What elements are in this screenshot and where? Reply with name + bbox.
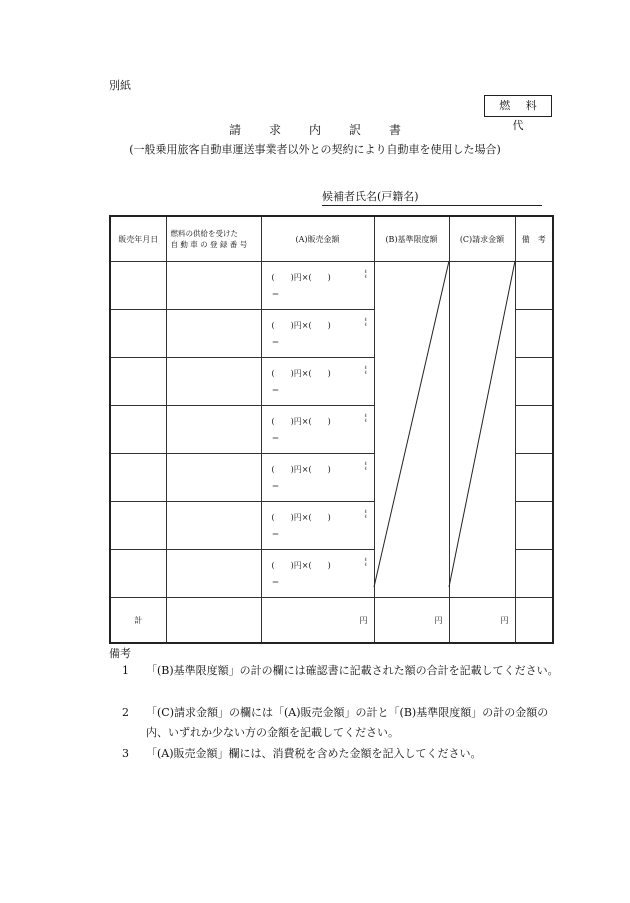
sales-amount-cell[interactable]: ( )円×( ) ℓ ℓ ＝ [261, 502, 374, 550]
remarks-cell[interactable] [515, 310, 553, 358]
sales-amount-cell[interactable]: ( )円×( ) ℓ ℓ ＝ [261, 262, 374, 310]
registration-number-cell[interactable] [166, 262, 261, 310]
total-label: 計 [110, 598, 166, 644]
total-standard-limit[interactable]: 円 [374, 598, 449, 644]
candidate-name-field[interactable] [322, 188, 542, 206]
note-item: 1 「(B)基準限度額」の計の欄には確認書に記載された額の合計を記載してください。 [122, 664, 559, 677]
header-claim-amount: (C)請求金額 [449, 216, 515, 262]
registration-number-cell[interactable] [166, 310, 261, 358]
total-sales-amount[interactable]: 円 [261, 598, 374, 644]
header-sales-amount: (A)販売金額 [261, 216, 374, 262]
note-item: 2 「(C)請求金額」の欄には「(A)販売金額」の計と「(B)基準限度額」の計の金額の内、いずれか少ない方の金額を記載してください。 [122, 706, 549, 739]
registration-number-cell[interactable] [166, 358, 261, 406]
claim-amount-cell [449, 262, 515, 598]
sales-amount-cell[interactable]: ( )円×( ) ℓ ℓ ＝ [261, 310, 374, 358]
table-row [110, 262, 553, 310]
sale-date-cell[interactable] [110, 406, 166, 454]
annex-label: 別紙 [109, 79, 131, 92]
sales-amount-cell[interactable]: ( )円×( ) ℓ ℓ ＝ [261, 406, 374, 454]
header-remarks: 備 考 [515, 216, 553, 262]
header-standard-limit: (B)基準限度額 [374, 216, 449, 262]
sale-date-cell[interactable] [110, 262, 166, 310]
invoice-breakdown-table [109, 215, 554, 644]
standard-limit-cell [374, 262, 449, 598]
registration-number-cell[interactable] [166, 406, 261, 454]
remarks-cell[interactable] [515, 454, 553, 502]
sale-date-cell[interactable] [110, 358, 166, 406]
registration-number-cell[interactable] [166, 454, 261, 502]
remarks-cell[interactable] [515, 262, 553, 310]
header-sale-date: 販売年月日 [110, 216, 166, 262]
page-title: 請求内訳書 [228, 123, 429, 137]
table-header-row [110, 216, 553, 262]
total-row [110, 598, 553, 644]
total-remarks-cell[interactable] [515, 598, 553, 644]
registration-number-cell[interactable] [166, 550, 261, 598]
sale-date-cell[interactable] [110, 454, 166, 502]
note-item: 3 「(A)販売金額」欄には、消費税を含めた金額を記入してください。 [122, 747, 482, 760]
sale-date-cell[interactable] [110, 502, 166, 550]
sales-amount-cell[interactable]: ( )円×( ) ℓ ℓ ＝ [261, 550, 374, 598]
fuel-cost-badge: 燃 料 代 [484, 95, 552, 117]
remarks-cell[interactable] [515, 502, 553, 550]
total-registration-cell [166, 598, 261, 644]
page-subtitle: (一般乗用旅客自動車運送事業者以外との契約により自動車を使用した場合) [129, 143, 501, 156]
notes-title: 備考 [109, 647, 131, 660]
sale-date-cell[interactable] [110, 310, 166, 358]
registration-number-cell[interactable] [166, 502, 261, 550]
header-registration-number: 燃料の供給を受けた 自 動 車 の 登 録 番 号 [166, 216, 261, 262]
remarks-cell[interactable] [515, 550, 553, 598]
total-claim-amount[interactable]: 円 [449, 598, 515, 644]
candidate-name-label: 候補者氏名(戸籍名) [322, 190, 419, 203]
remarks-cell[interactable] [515, 358, 553, 406]
sales-amount-cell[interactable]: ( )円×( ) ℓ ℓ ＝ [261, 454, 374, 502]
sales-amount-cell[interactable]: ( )円×( ) ℓ ℓ ＝ [261, 358, 374, 406]
sale-date-cell[interactable] [110, 550, 166, 598]
remarks-cell[interactable] [515, 406, 553, 454]
